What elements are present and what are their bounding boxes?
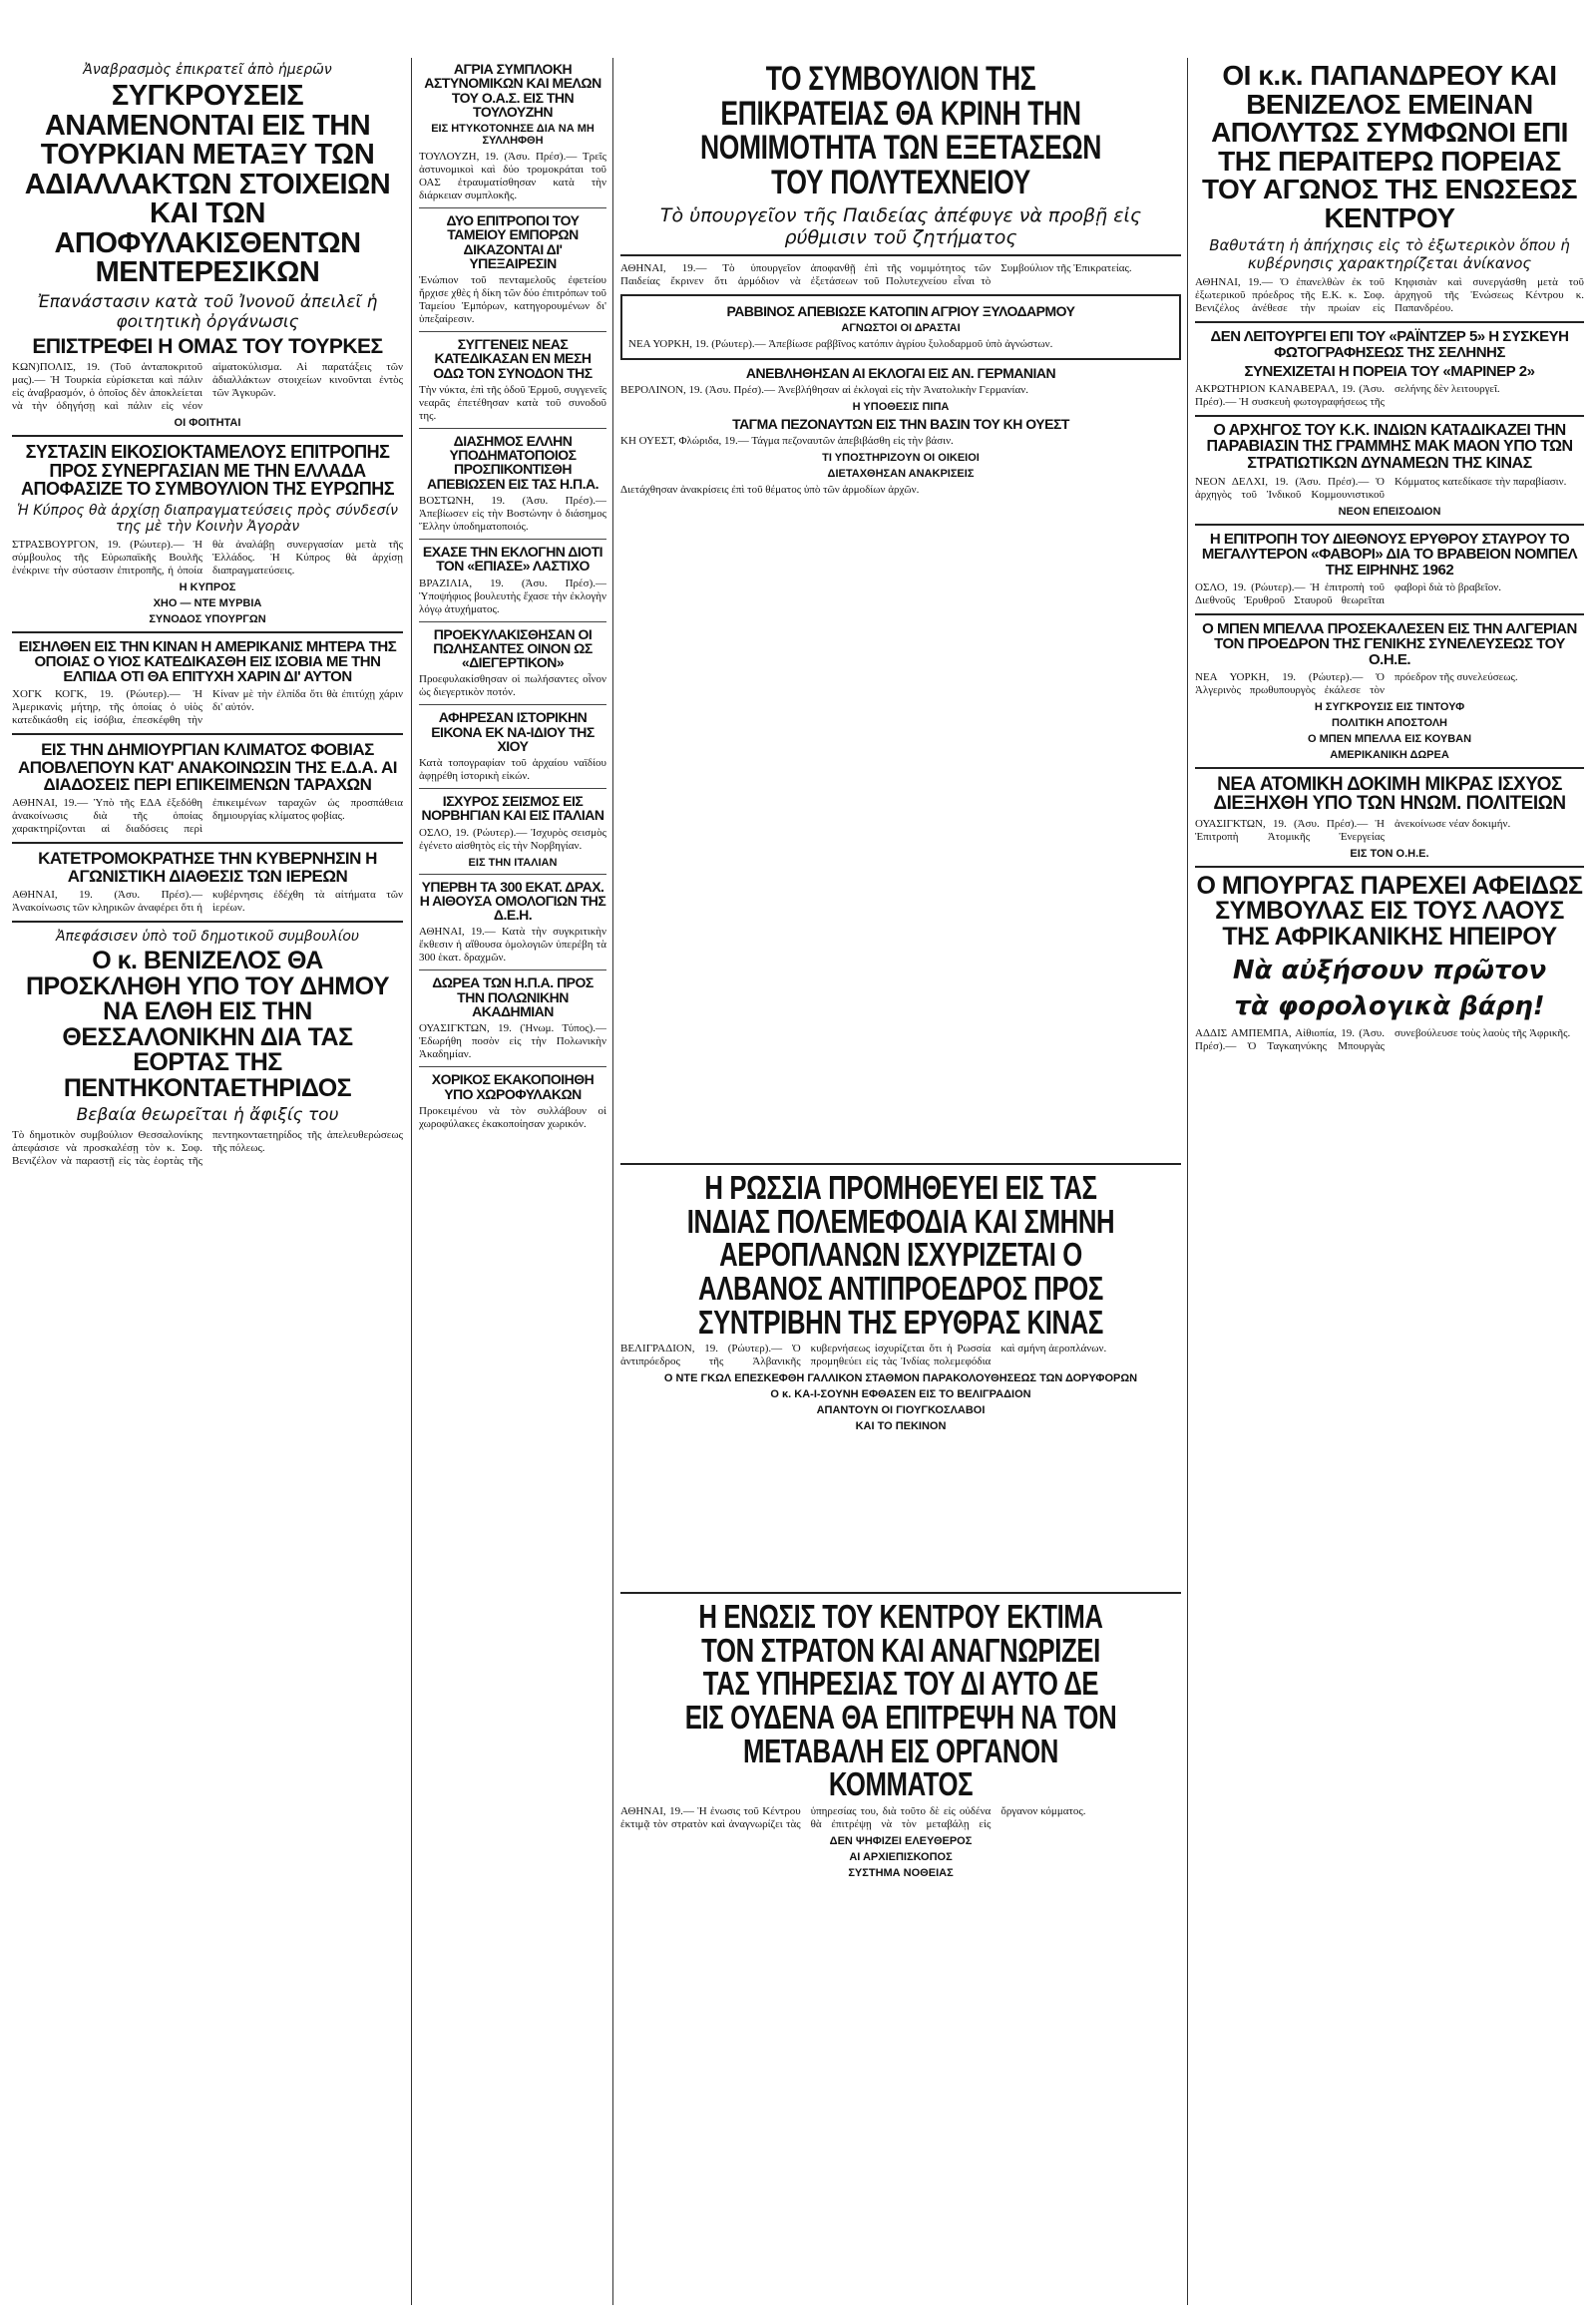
section-subhead: Ο ΝΤΕ ΓΚΩΛ ΕΠΕΣΚΕΦΘΗ ΓΑΛΛΙΚΟΝ ΣΤΑΘΜΟΝ ΠΑΡΑΚΟΛΟΥΘΗΣΕΩΣ ΤΩΝ ΔΟΡΥΦΟΡΩΝ xyxy=(663,1372,1138,1385)
article-body: Προκειμένου νὰ τὸν συλλάβουν οἱ χωροφύλακες ἐκακοποίησαν χωρικόν. xyxy=(419,1104,606,1130)
divider xyxy=(1195,767,1584,769)
divider xyxy=(419,1066,606,1067)
article-body: ΧΟΓΚ ΚΟΓΚ, 19. (Ρώυτερ).— Ἡ Ἀμερικανὶς μήτηρ, τῆς ὁποίας ὁ υἱὸς κατεδικάσθη εἰς ἰσόβια, ἐπεσκέφθη τὴν Κίναν μὲ τὴν ἐλπίδα ὅτι θὰ ἐπιτύχῃ χάριν δι' αὐτόν. xyxy=(12,688,403,727)
section-subhead: ΔΕΝ ΨΗΦΙΖΕΙ ΕΛΕΥΘΕΡΟΣ xyxy=(829,1834,973,1847)
divider xyxy=(419,428,606,429)
headline: ΑΓΡΙΑ ΣΥΜΠΛΟΚΗ ΑΣΤΥΝΟΜΙΚΩΝ ΚΑΙ ΜΕΛΩΝ ΤΟΥ Ο.Α.Σ. ΕΙΣ ΤΗΝ ΤΟΥΛΟΥΖΗΝ xyxy=(424,61,601,120)
headline: ΠΡΟΕΚΥΛΑΚΙΣΘΗΣΑΝ ΟΙ ΠΩΛΗΣΑΝΤΕΣ ΟΙΝΟΝ ΩΣ «ΔΙΕΓΕΡΤΙΚΟΝ» xyxy=(433,625,593,671)
divider xyxy=(12,631,403,633)
kicker: Ἀπεφάσισεν ὑπὸ τοῦ δημοτικοῦ συμβουλίου xyxy=(55,929,360,946)
divider xyxy=(419,539,606,540)
headline-india-communist: Ο ΑΡΧΗΓΟΣ ΤΟΥ Κ.Κ. ΙΝΔΙΩΝ ΚΑΤΑΔΙΚΑΖΕΙ ΤΗΝ ΠΑΡΑΒΙΑΣΙΝ ΤΗΣ ΓΡΑΜΜΗΣ ΜΑΚ ΜΑΟΝ ΥΠΟ ΤΩΝ ΣΤΡΑΤΙΩΤΙΚΩΝ ΔΥΝΑΜΕΩΝ ΤΗΣ ΚΙΝΑΣ xyxy=(1206,422,1573,472)
article-body: Διετάχθησαν ἀνακρίσεις ἐπὶ τοῦ θέματος ὑπὸ τῶν ἁρμοδίων ἀρχῶν. xyxy=(620,484,920,497)
section-subhead: ΔΙΕΤΑΧΘΗΣΑΝ ΑΝΑΚΡΙΣΕΙΣ xyxy=(827,468,975,481)
headline-council-europe: ΣΥΣΤΑΣΙΝ ΕΙΚΟΣΙΟΚΤΑΜΕΛΟΥΣ ΕΠΙΤΡΟΠΗΣ ΠΡΟΣ ΣΥΝΕΡΓΑΣΙΑΝ ΜΕ ΤΗΝ ΕΛΛΑΔΑ ΑΠΟΦΑΣΙΖΕ ΤΟ ΣΥΜΒΟΥΛΙΟΝ ΤΗΣ ΕΥΡΩΠΗΣ xyxy=(21,442,394,500)
section-subhead: ΠΟΛΙΤΙΚΗ ΑΠΟΣΤΟΛΗ xyxy=(1331,716,1447,729)
section-subhead: ΚΑΙ ΤΟ ΠΕΚΙΝΟΝ xyxy=(855,1420,947,1433)
headline: ΡΑΒΒΙΝΟΣ ΑΠΕΒΙΩΣΕ ΚΑΤΟΠΙΝ ΑΓΡΙΟΥ ΞΥΛΟΔΑΡΜΟΥ xyxy=(726,302,1075,319)
divider xyxy=(1195,866,1584,868)
article-body: ΝΕΟΝ ΔΕΛΧΙ, 19. (Ἀσυ. Πρέσ).— Ὁ ἀρχηγὸς τοῦ Ἰνδικοῦ Κομμουνιστικοῦ Κόμματος κατεδίκασε τὴν παραβίασιν. xyxy=(1195,476,1567,502)
headline-atomic-test: ΝΕΑ ΑΤΟΜΙΚΗ ΔΟΚΙΜΗ ΜΙΚΡΑΣ ΙΣΧΥΟΣ ΔΙΕΞΗΧΘΗ ΥΠΟ ΤΩΝ ΗΝΩΜ. ΠΟΛΙΤΕΙΩΝ xyxy=(1213,773,1566,815)
section-subhead: ΑΜΕΡΙΚΑΝΙΚΗ ΔΩΡΕΑ xyxy=(1330,748,1449,761)
subheadline: Ἡ Κύπρος θὰ ἀρχίσῃ διαπραγματεύσεις πρὸς σύνδεσίν της μὲ τὴν Κοινὴν Ἀγορὰν xyxy=(17,502,398,535)
column-rule xyxy=(1187,58,1188,2305)
article-body: ΟΥΑΣΙΓΚΤΩΝ, 19. (Ἀσυ. Πρέσ).— Ἡ Ἐπιτροπὴ Ἀτομικῆς Ἐνεργείας ἀνεκοίνωσε νέαν δοκιμήν. xyxy=(1195,817,1511,843)
article-body: Κατὰ τοπογραφίαν τοῦ ἀρχαίου ναϊδίου ἀφῃρέθη ἱστορικὴ εἰκών. xyxy=(419,757,606,783)
article-body: ΚΗ ΟΥΕΣΤ, Φλώριδα, 19.— Τάγμα πεζοναυτῶν ἀπεβιβάσθη εἰς τὴν βάσιν. xyxy=(620,435,954,448)
subheadline: τὰ φορολογικὰ βάρη! xyxy=(1234,991,1545,1022)
section-subhead: ΤΙ ΥΠΟΣΤΗΡΙΖΟΥΝ ΟΙ ΟΙΚΕΙΟΙ xyxy=(822,452,980,465)
article-body: ΝΕΑ ΥΟΡΚΗ, 19. (Ρώυτερ).— Ἀπεβίωσε ραββῖνος κατόπιν ἀγρίου ξυλοδαρμοῦ ὑπὸ ἀγνώστων. xyxy=(628,337,1053,350)
divider xyxy=(620,254,1181,256)
section-subhead: ΕΙΣ ΤΗΝ ΙΤΑΛΙΑΝ xyxy=(468,856,558,869)
subheadline: Τὸ ὑπουργεῖον τῆς Παιδείας ἀπέφυγε νὰ προβῇ εἰς ρύθμισιν τοῦ ζητήματος xyxy=(659,203,1142,248)
divider xyxy=(12,921,403,923)
article-body: ΑΘΗΝΑΙ, 19.— Κατὰ τὴν συγκριτικὴν ἔκθεσιν ἡ αἴθουσα ὁμολογιῶν ὑπερέβη τὰ 300 ἑκατ. δραχμῶν. xyxy=(419,926,606,965)
subheadline: Ἐπανάστασιν κατὰ τοῦ Ἰνονοῦ ἀπειλεῖ ἡ φοιτητικὴ ὀργάνωσις xyxy=(37,292,378,333)
article-body: ΑΘΗΝΑΙ, 19.— Ὑπὸ τῆς ΕΔΑ ἐξεδόθη ἀνακοίνωσις διὰ τῆς ὁποίας χαρακτηρίζονται αἱ διαδόσεις περὶ ἐπικειμένων ταραχῶν ὡς προσπάθεια δημιουργίας κλίματος φοβίας. xyxy=(12,797,403,836)
section-subhead: ΣΥΣΤΗΜΑ ΝΟΘΕΙΑΣ xyxy=(848,1866,954,1879)
deck: ΕΠΙΣΤΡΕΦΕΙ Η ΟΜΑΣ ΤΟΥ ΤΟΥΡΚΕΣ xyxy=(32,335,383,359)
headline: ΥΠΕΡΒΗ ΤΑ 300 ΕΚΑΤ. ΔΡΑΧ. Η ΑΙΘΟΥΣΑ ΟΜΟΛΟΓΙΩΝ ΤΗΣ Δ.Ε.Η. xyxy=(419,878,606,924)
headline: ΑΝΕΒΛΗΘΗΣΑΝ ΑΙ ΕΚΛΟΓΑΙ ΕΙΣ ΑΝ. ΓΕΡΜΑΝΙΑΝ xyxy=(745,364,1056,381)
column-4 xyxy=(1195,58,1584,2305)
article-body: ΟΣΛΟ, 19. (Ρώυτερ).— Ἡ ἐπιτροπὴ τοῦ Διεθνοῦς Ἐρυθροῦ Σταυροῦ θεωρεῖται φαβορὶ διὰ τὸ βραβεῖον. xyxy=(1195,581,1501,606)
russia-section xyxy=(620,1157,1181,1576)
section-subhead: ΑΠΑΝΤΟΥΝ ΟΙ ΓΙΟΥΓΚΟΣΛΑΒΟΙ xyxy=(816,1404,986,1417)
divider xyxy=(419,621,606,622)
headline: ΙΣΧΥΡΟΣ ΣΕΙΣΜΟΣ ΕΙΣ ΝΟΡΒΗΓΙΑΝ ΚΑΙ ΕΙΣ ΙΤΑΛΙΑΝ xyxy=(421,793,604,824)
divider xyxy=(419,207,606,208)
headline-russia-india: Η ΡΩΣΣΙΑ ΠΡΟΜΗΘΕΥΕΙ ΕΙΣ ΤΑΣ ΙΝΔΙΑΣ ΠΟΛΕΜΕΦΟΔΙΑ ΚΑΙ ΣΜΗΝΗ ΑΕΡΟΠΛΑΝΩΝ ΙΣΧΥΡΙΖΕΤΑΙ Ο ΑΛΒΑΝΟΣ ΑΝΤΙΠΡΟΕΔΡΟΣ ΠΡΟΣ ΣΥΝΤΡΙΒΗΝ ΤΗΣ ΕΡΥΘΡΑΣ ΚΙΝΑΣ xyxy=(686,1169,1115,1341)
divider xyxy=(419,704,606,705)
section-subhead: ΕΙΣ ΤΟΝ Ο.Η.Ε. xyxy=(1350,847,1429,860)
column-2 xyxy=(419,58,606,2305)
headline-bourgas-africa: Ο ΜΠΟΥΡΓΑΣ ΠΑΡΕΧΕΙ ΑΦΕΙΔΩΣ ΣΥΜΒΟΥΛΑΣ ΕΙΣ ΤΟΥΣ ΛΑΟΥΣ ΤΗΣ ΑΦΡΙΚΑΝΙΚΗΣ ΗΠΕΙΡΟΥ xyxy=(1196,871,1583,951)
column-1 xyxy=(12,58,403,2305)
section-subhead: Ο ΜΠΕΝ ΜΠΕΛΛΑ ΕΙΣ ΚΟΥΒΑΝ xyxy=(1307,732,1472,745)
article-body: ΤΟΥΛΟΥΖΗ, 19. (Ἀσυ. Πρέσ).— Τρεῖς ἀστυνομικοὶ καὶ δύο τρομοκράται τοῦ ΟΑΣ ἐτραυματίσθησαν κατὰ τὴν διάρκειαν συμπλοκῆς. xyxy=(419,151,606,202)
article-body: ΣΤΡΑΣΒΟΥΡΓΟΝ, 19. (Ρώυτερ).— Ἡ σύμβουλος τῆς Εὐρωπαϊκῆς Βουλῆς ἐνέκρινε τὴν σύστασιν ἐπιτροπῆς, ἡ ὁποία θὰ ἀναλάβῃ συνεργασίαν μετὰ τῆς Ἑλλάδος. Ἡ Κύπρος θὰ ἀρχίσῃ διαπραγματεύσεις. xyxy=(12,538,403,577)
section-subhead: ΧΗΟ — ΝΤΕ ΜΥΡΒΙΑ xyxy=(153,596,262,609)
article-body: ΑΘΗΝΑΙ, 19.— Ἡ ἐνωσις τοῦ Κέντρου ἐκτιμᾷ τὸν στρατὸν καὶ ἀναγνωρίζει τὰς ὑπηρεσίας του, διὰ τοῦτο δὲ εἰς οὐδένα θὰ ἐπιτρέψῃ νὰ τὸν μεταβάλῃ εἰς ὄργανον κόμματος. xyxy=(620,1804,1086,1830)
headline-papandreou-venizelos: ΟΙ κ.κ. ΠΑΠΑΝΔΡΕΟΥ ΚΑΙ ΒΕΝΙΖΕΛΟΣ ΕΜΕΙΝΑΝ ΑΠΟΛΥΤΩΣ ΣΥΜΦΩΝΟΙ ΕΠΙ ΤΗΣ ΠΕΡΑΙΤΕΡΩ ΠΟΡΕΙΑΣ ΤΟΥ ΑΓΩΝΟΣ ΤΗΣ ΕΝΩΣΕΩΣ ΚΕΝΤΡΟΥ xyxy=(1201,60,1578,233)
headline-eda: ΕΙΣ ΤΗΝ ΔΗΜΙΟΥΡΓΙΑΝ ΚΛΙΜΑΤΟΣ ΦΟΒΙΑΣ ΑΠΟΒΛΕΠΟΥΝ ΚΑΤ' ΑΝΑΚΟΙΝΩΣΙΝ ΤΗΣ Ε.Δ.Α. ΑΙ ΔΙΑΔΟΣΕΙΣ ΠΕΡΙ ΕΠΙΚΕΙΜΕΝΩΝ ΤΑΡΑΧΩΝ xyxy=(17,740,398,795)
article-body: ΑΘΗΝΑΙ, 19.— Τὸ ὑπουργεῖον Παιδείας ἔκρινεν ὅτι ἁρμόδιον νὰ ἀποφανθῇ ἐπὶ τῆς νομιμότητος τῶν ἐξετάσεων τοῦ Πολυτεχνείου εἶναι τὸ Συμβούλιον τῆς Ἐπικρατείας. xyxy=(620,261,1132,287)
center-union-section xyxy=(620,1586,1181,2304)
section-subhead: ΝΕΟΝ ΕΠΕΙΣΟΔΙΟΝ xyxy=(1338,506,1441,519)
article-body: Τὸ δημοτικὸν συμβούλιον Θεσσαλονίκης ἀπεφάσισε νὰ προσκαλέσῃ τὸν κ. Σοφ. Βενιζέλον νὰ παραστῇ εἰς τὰς ἑορτὰς τῆς πεντηκονταετηρίδος τῆς ἀπελευθερώσεως τῆς πόλεως. xyxy=(12,1129,403,1168)
subheadline: ΣΥΝΕΧΙΖΕΤΑΙ Η ΠΟΡΕΙΑ ΤΟΥ «ΜΑΡΙΝΕΡ 2» xyxy=(1244,362,1535,380)
headline: ΔΙΑΣΗΜΟΣ ΕΛΛΗΝ ΥΠΟΔΗΜΑΤΟΠΟΙΟΣ ΠΡΟΣΠΙΚΟΝΤΙΣΘΗ ΑΠΕΒΙΩΣΕΝ ΕΙΣ ΤΑΣ Η.Π.Α. xyxy=(427,432,598,492)
divider xyxy=(1195,415,1584,417)
section-subhead: ΟΙ ΦΟΙΤΗΤΑΙ xyxy=(174,417,241,430)
divider xyxy=(620,1163,1181,1165)
divider xyxy=(419,969,606,970)
section-subhead: Η ΣΥΓΚΡΟΥΣΙΣ ΕΙΣ ΤΙΝΤΟΥΦ xyxy=(1314,700,1465,713)
headline: ΑΦΗΡΕΣΑΝ ΙΣΤΟΡΙΚΗΝ ΕΙΚΟΝΑ ΕΚ ΝΑ-ΙΔΙΟΥ ΤΗΣ ΧΙΟΥ xyxy=(431,709,595,754)
article-body: ΒΕΡΟΛΙΝΟΝ, 19. (Ἀσυ. Πρέσ).— Ἀνεβλήθησαν αἱ ἐκλογαὶ εἰς τὴν Ἀνατολικὴν Γερμανίαν. xyxy=(620,384,1028,397)
article-body: ΒΡΑΖΙΛΙΑ, 19. (Ἀσυ. Πρέσ).— Ὑποψήφιος βουλευτὴς ἔχασε τὴν ἐκλογὴν λόγῳ ἀτυχήματος. xyxy=(419,577,606,615)
subheadline: Βεβαία θεωρεῖται ἡ ἄφιξίς του xyxy=(76,1105,339,1126)
article-body: ΑΚΡΩΤΗΡΙΟΝ ΚΑΝΑΒΕΡΑΛ, 19. (Ἀσυ. Πρέσ).— Ἡ συσκευὴ φωτογραφήσεως τῆς σελήνης δὲν λειτουργεῖ. xyxy=(1195,383,1500,409)
section-subhead: Ο κ. ΚΑ-Ι-ΣΟΥΝΗ ΕΦΘΑΣΕΝ ΕΙΣ ΤΟ ΒΕΛΙΓΡΑΔΙΟΝ xyxy=(770,1388,1031,1401)
divider xyxy=(419,874,606,875)
divider xyxy=(620,1592,1181,1594)
section-subhead: ΣΥΝΟΔΟΣ ΥΠΟΥΡΓΩΝ xyxy=(149,612,266,625)
article-body: ΒΕΛΙΓΡΑΔΙΟΝ, 19. (Ρώυτερ).— Ὁ ἀντιπρόεδρος τῆς Ἀλβανικῆς κυβερνήσεως ἰσχυρίζεται ὅτι ἡ Ρωσσία προμηθεύει εἰς τὰς Ἰνδίας πολεμεφόδια καὶ σμήνη ἀεροπλάνων. xyxy=(620,1343,1107,1368)
article-body: Τὴν νύκτα, ἐπὶ τῆς ὁδοῦ Ἐρμοῦ, συγγενεῖς νεαρᾶς ἐπετέθησαν κατὰ τοῦ συνοδοῦ της. xyxy=(419,383,606,422)
headline: ΣΥΓΓΕΝΕΙΣ ΝΕΑΣ ΚΑΤΕΔΙΚΑΣΑΝ ΕΝ ΜΕΣΗ ΟΔΩ ΤΟΝ ΣΥΝΟΔΟΝ ΤΗΣ xyxy=(433,336,593,381)
headline: ΔΩΡΕΑ ΤΩΝ Η.Π.Α. ΠΡΟΣ ΤΗΝ ΠΟΛΩΝΙΚΗΝ ΑΚΑΔΗΜΙΑΝ xyxy=(432,974,594,1019)
article-body: ΟΣΛΟ, 19. (Ρώυτερ).— Ἰσχυρὸς σεισμὸς ἐγένετο αἰσθητὸς εἰς τὴν Νορβηγίαν. xyxy=(419,826,606,852)
kicker: Ἀναβρασμὸς ἐπικρατεῖ ἀπὸ ἡμερῶν xyxy=(83,62,332,78)
headline-ranger: ΔΕΝ ΛΕΙΤΟΥΡΓΕΙ ΕΠΙ ΤΟΥ «ΡΑΪΝΤΖΕΡ 5» Η ΣΥΣΚΕΥΗ ΦΩΤΟΓΡΑΦΗΣΕΩΣ ΤΗΣ ΣΕΛΗΝΗΣ xyxy=(1210,328,1569,361)
divider xyxy=(12,733,403,735)
divider xyxy=(419,331,606,332)
divider xyxy=(419,788,606,789)
divider xyxy=(12,842,403,844)
column-3 xyxy=(620,58,1181,1145)
headline-ben-bella: Ο ΜΠΕΝ ΜΠΕΛΛΑ ΠΡΟΣΕΚΑΛΕΣΕΝ ΕΙΣ ΤΗΝ ΑΛΓΕΡΙΑΝ ΤΟΝ ΠΡΟΕΔΡΟΝ ΤΗΣ ΓΕΝΙΚΗΣ ΣΥΝΕΛΕΥΣΕΩΣ ΤΟΥ Ο.Η.Ε. xyxy=(1202,620,1577,668)
headline-red-cross: Η ΕΠΙΤΡΟΠΗ ΤΟΥ ΔΙΕΘΝΟΥΣ ΕΡΥΘΡΟΥ ΣΤΑΥΡΟΥ ΤΟ ΜΕΓΑΛΥΤΕΡΟΝ «ΦΑΒΟΡΙ» ΔΙΑ ΤΟ ΒΡΑΒΕΙΟΝ ΝΟΜΠΕΛ ΤΗΣ ΕΙΡΗΝΗΣ 1962 xyxy=(1201,531,1578,579)
section-subhead: Η ΚΥΠΡΟΣ xyxy=(179,580,236,593)
divider xyxy=(1195,613,1584,615)
divider xyxy=(1195,524,1584,526)
article-body: ΑΘΗΝΑΙ, 19. (Ἀσυ. Πρέσ).— Ἀνακοίνωσις τῶν κληρικῶν ἀναφέρει ὅτι ἡ κυβέρνησις ἐδέχθη τὰ αἰτήματα τῶν ἱερέων. xyxy=(12,889,403,915)
section-subhead: ΑΙ ΑΡΧΙΕΠΙΣΚΟΠΟΣ xyxy=(849,1850,953,1863)
headline-center-union-army: Η ΕΝΩΣΙΣ ΤΟΥ ΚΕΝΤΡΟΥ ΕΚΤΙΜΑ ΤΟΝ ΣΤΡΑΤΟΝ ΚΑΙ ΑΝΑΓΝΩΡΙΖΕΙ ΤΑΣ ΥΠΗΡΕΣΙΑΣ ΤΟΥ ΔΙ ΑΥΤΟ ΔΕ ΕΙΣ ΟΥΔΕΝΑ ΘΑ ΕΠΙΤΡΕΨΗ ΝΑ ΤΟΝ ΜΕΤΑΒΑΛΗ ΕΙΣ ΟΡΓΑΝΟΝ ΚΟΜΜΑΤΟΣ xyxy=(684,1598,1117,1803)
rabbi-box xyxy=(620,294,1181,360)
section-subhead: Η ΥΠΟΘΕΣΙΣ ΠΙΠΑ xyxy=(852,401,950,414)
article-body: ΚΩΝ)ΠΟΛΙΣ, 19. (Τοῦ ἀνταποκριτοῦ μας).— Ἡ Τουρκία εὑρίσκεται καὶ πάλιν εἰς ἀναβρασμόν, ὁ ὁποῖος δὲν ἀποκλείεται νὰ τὴν ὁδηγήσῃ καὶ πάλιν εἰς νέον αἱματοκύλισμα. Αἱ παρατάξεις τῶν ἀδιαλλάκτων στοιχείων κινοῦνται ἐντὸς τῶν Ἀγκυρῶν. xyxy=(12,361,403,413)
subheadline: Βαθυτάτη ἡ ἀπήχησις εἰς τὸ ἐξωτερικὸν ὅπου ἡ κυβέρνησις χαρακτηρίζεται ἀνίκανος xyxy=(1209,236,1570,273)
headline-council-state: ΤΟ ΣΥΜΒΟΥΛΙΟΝ ΤΗΣ ΕΠΙΚΡΑΤΕΙΑΣ ΘΑ ΚΡΙΝΗ ΤΗΝ ΝΟΜΙΜΟΤΗΤΑ ΤΩΝ ΕΞΕΤΑΣΕΩΝ ΤΟΥ ΠΟΛΥΤΕΧΝΕΙΟΥ xyxy=(699,60,1102,202)
article-body: ΑΔΔΙΣ ΑΜΠΕΜΠΑ, Αἰθιοπία, 19. (Ἀσυ. Πρέσ).— Ὁ Ταγκαηνύκης Μπουργὰς συνεβούλευσε τοὺς λαοὺς τῆς Ἀφρικῆς. xyxy=(1195,1027,1571,1053)
section-subhead: ΕΙΣ ΗΤΥΚΟΤΟΝΗΣΕ ΔΙΑ ΝΑ ΜΗ ΣΥΛΛΗΦΘΗ xyxy=(431,123,595,148)
headline-venizelos-thessaloniki: Ο κ. ΒΕΝΙΖΕΛΟΣ ΘΑ ΠΡΟΣΚΛΗΘΗ ΥΠΟ ΤΟΥ ΔΗΜΟΥ ΝΑ ΕΛΘΗ ΕΙΣ ΤΗΝ ΘΕΣΣΑΛΟΝΙΚΗΝ ΔΙΑ ΤΑΣ ΕΟΡΤΑΣ ΤΗΣ ΠΕΝΤΗΚΟΝΤΑΕΤΗΡΙΔΟΣ xyxy=(25,947,390,1102)
headline: ΕΧΑΣΕ ΤΗΝ ΕΚΛΟΓΗΝ ΔΙΟΤΙ ΤΟΝ «ΕΠΙΑΣΕ» ΛΑΣΤΙΧΟ xyxy=(422,543,603,575)
section-subhead: ΑΓΝΩΣΤΟΙ ΟΙ ΔΡΑΣΤΑΙ xyxy=(841,321,961,334)
article-body: ΒΟΣΤΩΝΗ, 19. (Ἀσυ. Πρέσ).— Ἀπεβίωσεν εἰς τὴν Βοστώνην ὁ διάσημος Ἕλλην ὑποδηματοποιός. xyxy=(419,494,606,533)
column-rule xyxy=(612,58,613,2305)
headline: ΔΥΟ ΕΠΙΤΡΟΠΟΙ ΤΟΥ ΤΑΜΕΙΟΥ ΕΜΠΟΡΩΝ ΔΙΚΑΖΟΝΤΑΙ ΔΙ' ΥΠΕΞΑΙΡΕΣΙΝ xyxy=(446,212,580,271)
article-body: Προεφυλακίσθησαν οἱ πωλήσαντες οἶνον ὡς διεγερτικὸν ποτόν. xyxy=(419,673,606,699)
headline: ΧΟΡΙΚΟΣ ΕΚΑΚΟΠΟΙΗΘΗ ΥΠΟ ΧΩΡΟΦΥΛΑΚΩΝ xyxy=(431,1071,595,1102)
divider xyxy=(12,435,403,437)
subheadline: Νὰ αὐξήσουν πρῶτον xyxy=(1232,956,1547,986)
headline: ΤΑΓΜΑ ΠΕΖΟΝΑΥΤΩΝ ΕΙΣ ΤΗΝ ΒΑΣΙΝ ΤΟΥ ΚΗ ΟΥΕΣΤ xyxy=(732,416,1069,433)
headline-priests: ΚΑΤΕΤΡΟΜΟΚΡΑΤΗΣΕ ΤΗΝ ΚΥΒΕΡΝΗΣΙΝ Η ΑΓΩΝΙΣΤΙΚΗ ΔΙΑΘΕΣΙΣ ΤΩΝ ΙΕΡΕΩΝ xyxy=(38,849,377,886)
headline-china-mother: ΕΙΣΗΛΘΕΝ ΕΙΣ ΤΗΝ ΚΙΝΑΝ Η ΑΜΕΡΙΚΑΝΙΣ ΜΗΤΕΡΑ ΤΗΣ ΟΠΟΙΑΣ Ο ΥΙΟΣ ΚΑΤΕΔΙΚΑΣΘΗ ΕΙΣ ΙΣΟΒΙΑ ΜΕ ΤΗΝ ΕΛΠΙΔΑ ΟΤΙ ΘΑ ΕΠΙΤΥΧΗ ΧΑΡΙΝ ΔΙ' ΑΥΤΟΝ xyxy=(18,637,397,686)
column-rule xyxy=(411,58,412,2305)
article-body: ΝΕΑ ΥΟΡΚΗ, 19. (Ρώυτερ).— Ὁ Ἀλγερινὸς πρωθυπουργὸς ἐκάλεσε τὸν πρόεδρον τῆς συνελεύσεως. xyxy=(1195,670,1518,696)
article-body: ΟΥΑΣΙΓΚΤΩΝ, 19. (Ἡνωμ. Τύπος).— Ἐδωρήθη ποσὸν εἰς τὴν Πολωνικὴν Ἀκαδημίαν. xyxy=(419,1022,606,1061)
article-body: ΑΘΗΝΑΙ, 19.— Ὁ ἐπανελθὼν ἐκ τοῦ ἐξωτερικοῦ πρόεδρος τῆς Ε.Κ. κ. Σοφ. Βενιζέλος ἀνέθεσε τὴν πρωίαν εἰς Κηφισιὰν καὶ συνεργάσθη μετὰ τοῦ ἀρχηγοῦ τῆς Ἑνώσεως Κέντρου κ. Παπανδρέου. xyxy=(1195,276,1584,315)
headline-turkey: ΣΥΓΚΡΟΥΣΕΙΣ ΑΝΑΜΕΝΟΝΤΑΙ ΕΙΣ ΤΗΝ ΤΟΥΡΚΙΑΝ ΜΕΤΑΞΥ ΤΩΝ ΑΔΙΑΛΛΑΚΤΩΝ ΣΤΟΙΧΕΙΩΝ ΚΑΙ ΤΩΝ ΑΠΟΦΥΛΑΚΙΣΘΕΝΤΩΝ ΜΕΝΤΕΡΕΣΙΚΩΝ xyxy=(24,80,391,289)
article-body: Ἐνώπιον τοῦ πενταμελοῦς ἐφετείου ἤρχισε χθὲς ἡ δίκη τῶν δύο ἐπιτρόπων τοῦ Ταμείου Ἐμπόρων, κατηγορουμένων δι' ὑπεξαίρεσιν. xyxy=(419,274,606,326)
divider xyxy=(1195,321,1584,323)
